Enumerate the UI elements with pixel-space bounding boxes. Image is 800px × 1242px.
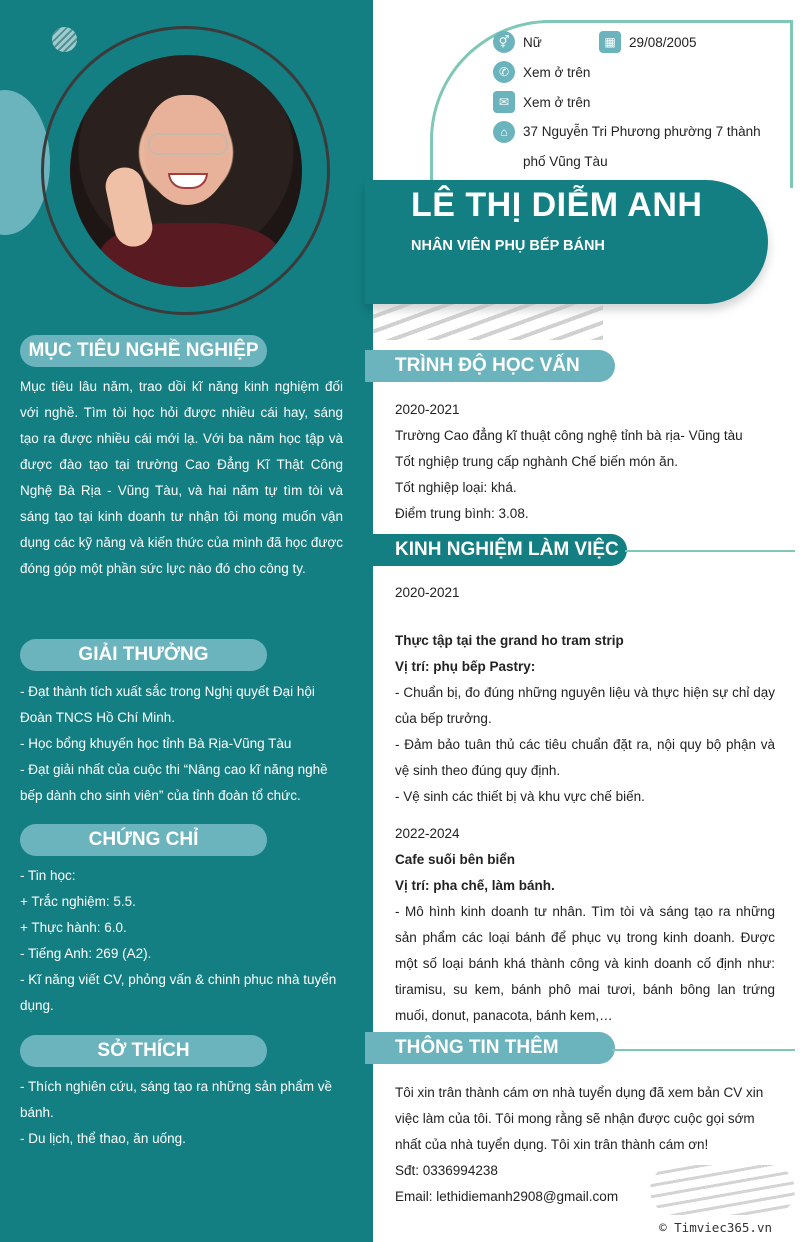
footer-watermark: © Timviec365.vn	[659, 1220, 772, 1235]
decorative-dot	[52, 27, 77, 52]
awards-list	[20, 679, 343, 809]
job-duty: - Mô hình kinh doanh tư nhân. Tìm tòi và sáng tạo ra những sản phẩm các loại bánh để phục vụ trong kinh doanh. Được một số loại bánh khá thành công và kinh doanh cố định như: tiramisu, su kem, bánh phô mai tươi, bánh bông lan trứng muối, donut, panacota, bánh kem,…	[395, 904, 775, 1023]
job-company: Thực tập tại the grand ho tram strip	[395, 633, 624, 648]
hobbies-heading: SỞ THÍCH	[20, 1035, 267, 1067]
more-info-text: Tôi xin trân thành cám ơn nhà tuyển dụng đã xem bản CV xin việc làm của tôi. Tôi mong rằng sẽ nhận được cuộc gọi sớm nhất của nhà tuyển dụng. Tôi xin trân thành cám ơn!	[395, 1085, 764, 1152]
job-duty: - Đảm bảo tuân thủ các tiêu chuẩn đặt ra, nội quy bộ phận và vệ sinh theo đúng quy định.	[395, 737, 775, 778]
hobby-item: - Du lịch, thể thao, ăn uống.	[20, 1131, 186, 1146]
contact-dob: ▦ 29/08/2005	[599, 31, 697, 53]
certificate-item: - Tin học:	[20, 868, 76, 883]
contact-address: ⌂ 37 Nguyễn Tri Phương phường 7 thành phố Vũng Tàu	[493, 121, 761, 177]
calendar-icon: ▦	[599, 31, 621, 53]
more-info-email: Email: lethidiemanh2908@gmail.com	[395, 1189, 619, 1204]
education-line: Tốt nghiệp trung cấp nghành Chế biến món ăn.	[395, 454, 678, 469]
award-item: - Học bổng khuyến học tỉnh Bà Rịa-Vũng Tàu	[20, 736, 292, 751]
decorative-stripes	[650, 1165, 795, 1215]
education-line: Điểm trung bình: 3.08.	[395, 506, 529, 521]
objective-text: Mục tiêu lâu năm, trao dồi kĩ năng kinh nghiệm đối với nghề. Tìm tòi học hỏi được nhiều cái hay, sáng tạo ra được nhiều cái mới lạ. Với ba năm học tập và được đào tạo tại trường Cao Đẳng Kĩ Thật Công Nghệ Bà Rịa - Vũng Tàu, và hai năm tự tìm tòi và sáng tạo tại kinh doanh tư nhận tôi mong muốn vận dụng các kỹ năng và kiến thức của mình đã học được đóng góp một phần sức lực nào đó cho công ty.	[20, 379, 343, 576]
job-duty: - Vệ sinh các thiết bị và khu vực chế biến.	[395, 789, 645, 804]
full-name: LÊ THỊ DIỄM ANH	[411, 186, 703, 224]
award-item: - Đạt giải nhất của cuộc thi “Nâng cao kĩ năng nghề bếp dành cho sinh viên” của tỉnh đoàn tổ chức.	[20, 762, 328, 803]
experience-heading: KINH NGHIỆM LÀM VIỆC	[365, 534, 627, 566]
gender-icon: ⚥	[493, 31, 515, 53]
awards-heading: GIẢI THƯỞNG	[20, 639, 267, 671]
divider	[625, 550, 795, 552]
award-item: - Đạt thành tích xuất sắc trong Nghị quyết Đại hội Đoàn TNCS Hồ Chí Minh.	[20, 684, 315, 725]
certificate-item: + Trắc nghiệm: 5.5.	[20, 894, 136, 909]
phone-icon: ✆	[493, 61, 515, 83]
certificates-list	[20, 863, 343, 1019]
job-position: Vị trí: pha chế, làm bánh.	[395, 878, 555, 893]
education-period: 2020-2021	[395, 402, 460, 417]
certificate-item: + Thực hành: 6.0.	[20, 920, 127, 935]
more-info-phone: Sđt: 0336994238	[395, 1163, 498, 1178]
decorative-stripes	[373, 304, 603, 340]
job-period: 2020-2021	[395, 585, 460, 600]
education-section	[395, 397, 775, 527]
job-title: NHÂN VIÊN PHỤ BẾP BÁNH	[411, 238, 605, 254]
hobbies-list	[20, 1074, 343, 1152]
job-entry	[395, 821, 775, 1029]
mail-icon: ✉	[493, 91, 515, 113]
job-entry	[395, 628, 775, 810]
certificate-item: - Tiếng Anh: 269 (A2).	[20, 946, 152, 961]
job-position: Vị trí: phụ bếp Pastry:	[395, 659, 536, 674]
education-line: Trường Cao đẳng kĩ thuật công nghệ tỉnh bà rịa- Vũng tàu	[395, 428, 743, 443]
profile-photo	[70, 55, 302, 287]
contact-phone: ✆ Xem ở trên	[493, 61, 590, 83]
education-heading: TRÌNH ĐỘ HỌC VẤN	[365, 350, 615, 382]
job-period: 2022-2024	[395, 826, 460, 841]
contact-email: ✉ Xem ở trên	[493, 91, 590, 113]
hobby-item: - Thích nghiên cứu, sáng tạo ra những sản phẩm về bánh.	[20, 1079, 333, 1120]
objective-heading: MỤC TIÊU NGHỀ NGHIỆP	[20, 335, 267, 367]
more-info-heading: THÔNG TIN THÊM	[365, 1032, 615, 1064]
job-company: Cafe suối bên biển	[395, 852, 516, 867]
divider	[612, 1049, 795, 1051]
certificates-heading: CHỨNG CHỈ	[20, 824, 267, 856]
contact-gender: ⚥ Nữ	[493, 31, 542, 53]
home-icon: ⌂	[493, 121, 515, 143]
certificate-item: - Kĩ năng viết CV, phỏng vấn & chinh phục nhà tuyển dụng.	[20, 972, 337, 1013]
education-line: Tốt nghiệp loại: khá.	[395, 480, 517, 495]
job-duty: - Chuẩn bị, đo đúng những nguyên liệu và thực hiện sự chỉ dạy của bếp trưởng.	[395, 685, 775, 726]
